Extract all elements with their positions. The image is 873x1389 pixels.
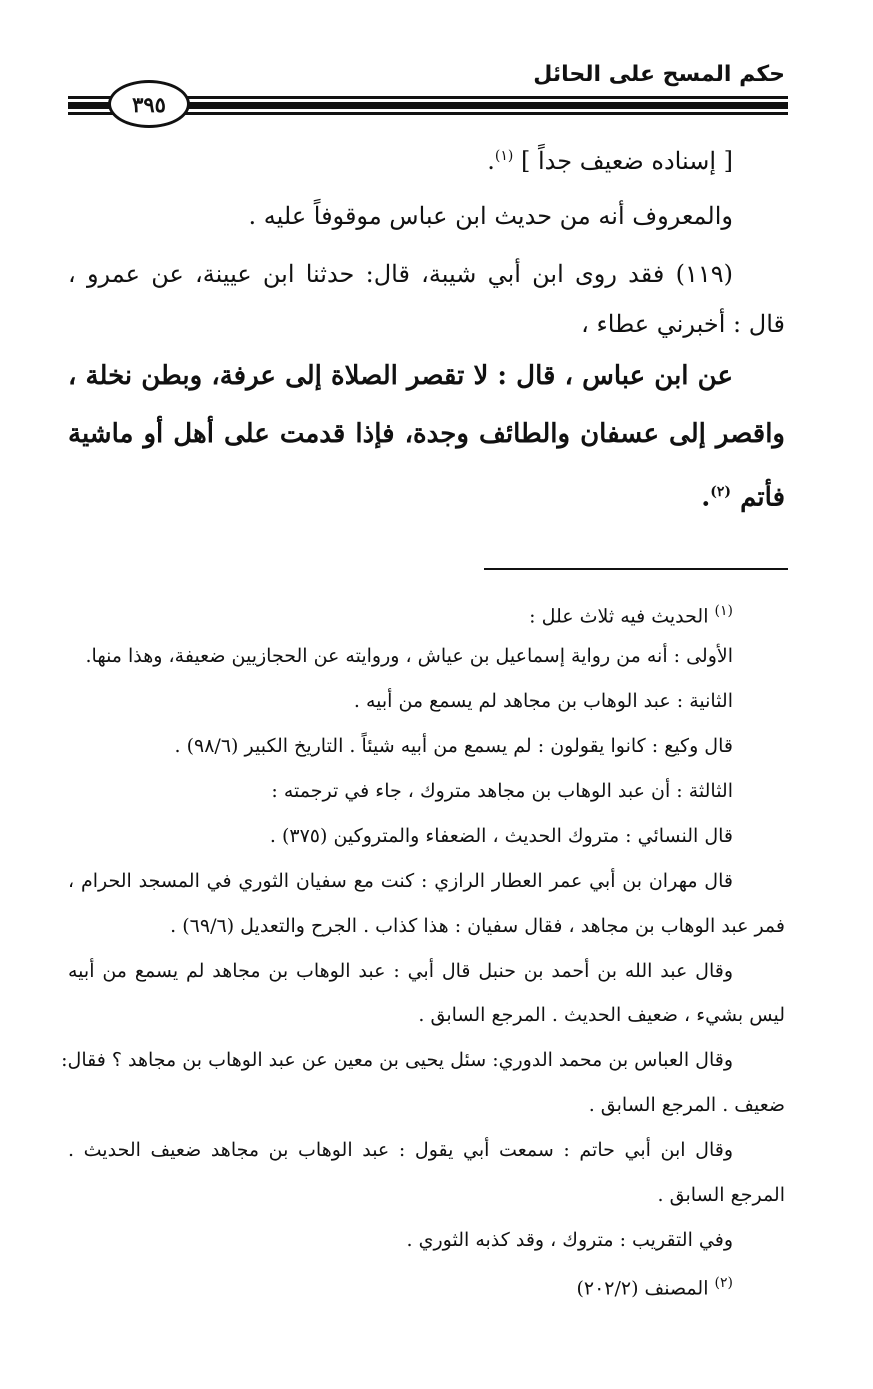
footnote-line: الأولى : أنه من رواية إسماعيل بن عياش ، وروايته عن الحجازيين ضعيفة، وهذا منها. (85, 645, 733, 667)
footnote-line: قال النسائي : متروك الحديث ، الضعفاء والمتروكين (٣٧٥) . (269, 825, 733, 847)
footnote-line: المرجع السابق . (657, 1184, 785, 1206)
footnote-marker-2: (٢) (714, 1275, 733, 1291)
body-line-5: عن ابن عباس ، قال : لا تقصر الصلاة إلى عرفة، وبطن نخلة ، (68, 361, 733, 391)
footnote-line: وقال ابن أبي حاتم : سمعت أبي يقول : عبد الوهاب بن مجاهد ضعيف الحديث . (68, 1139, 733, 1161)
footnote-1-heading: $^{(١)}$ الحديث فيه ثلاث علل : (529, 603, 733, 628)
footnote-line: الثانية : عبد الوهاب بن مجاهد لم يسمع من أبيه . (353, 690, 733, 712)
page-number: ٣٩٥ (132, 91, 166, 117)
footnote-line: قال وكيع : كانوا يقولون : لم يسمع من أبيه شيئاً . التاريخ الكبير (٩٨/٦) . (174, 735, 733, 757)
footnote-line: ليس بشيء ، ضعيف الحديث . المرجع السابق . (418, 1004, 785, 1026)
footnote-ref-1[interactable]: (١) (494, 148, 514, 164)
footnote-line: وفي التقريب : متروك ، وقد كذبه الثوري . (406, 1229, 733, 1251)
body-line-6: واقصر إلى عسفان والطائف وجدة، فإذا قدمت على أهل أو ماشية (68, 419, 785, 449)
footnote-line: فمر عبد الوهاب بن مجاهد ، فقال سفيان : هذا كذاب . الجرح والتعديل (٦٩/٦) . (170, 915, 785, 937)
footnote-2: $^{(٢)}$ المصنف (٢٠٢/٢) (576, 1275, 733, 1300)
body-line-7: فأتم $^{(٢)}$. (701, 482, 785, 513)
footnote-separator (484, 568, 788, 570)
footnote-line: وقال العباس بن محمد الدوري: سئل يحيى بن معين عن عبد الوهاب بن مجاهد ؟ فقال: (61, 1049, 733, 1071)
footnote-line: وقال عبد الله بن أحمد بن حنبل قال أبي : عبد الوهاب بن مجاهد لم يسمع من أبيه (68, 960, 733, 982)
body-line-3: (١١٩) فقد روى ابن أبي شيبة، قال: حدثنا ابن عيينة، عن عمرو ، (68, 260, 733, 288)
body-line-2: والمعروف أنه من حديث ابن عباس موقوفاً عليه . (248, 202, 733, 230)
footnote-line: الثالثة : أن عبد الوهاب بن مجاهد متروك ، جاء في ترجمته : (271, 780, 733, 802)
footnote-line: قال مهران بن أبي عمر العطار الرازي : كنت مع سفيان الثوري في المسجد الحرام ، (68, 870, 733, 892)
page-number-badge (108, 80, 190, 128)
body-line-4: قال : أخبرني عطاء ، (581, 310, 785, 338)
running-header-title: حكم المسح على الحائل (533, 62, 785, 87)
footnote-ref-2[interactable]: (٢) (710, 484, 732, 500)
footnote-line: ضعيف . المرجع السابق . (588, 1094, 785, 1116)
footnote-marker-1: (١) (714, 603, 733, 619)
body-line-1: [ إسناده ضعيف جداً ] $^{(١)}$. (487, 147, 733, 175)
